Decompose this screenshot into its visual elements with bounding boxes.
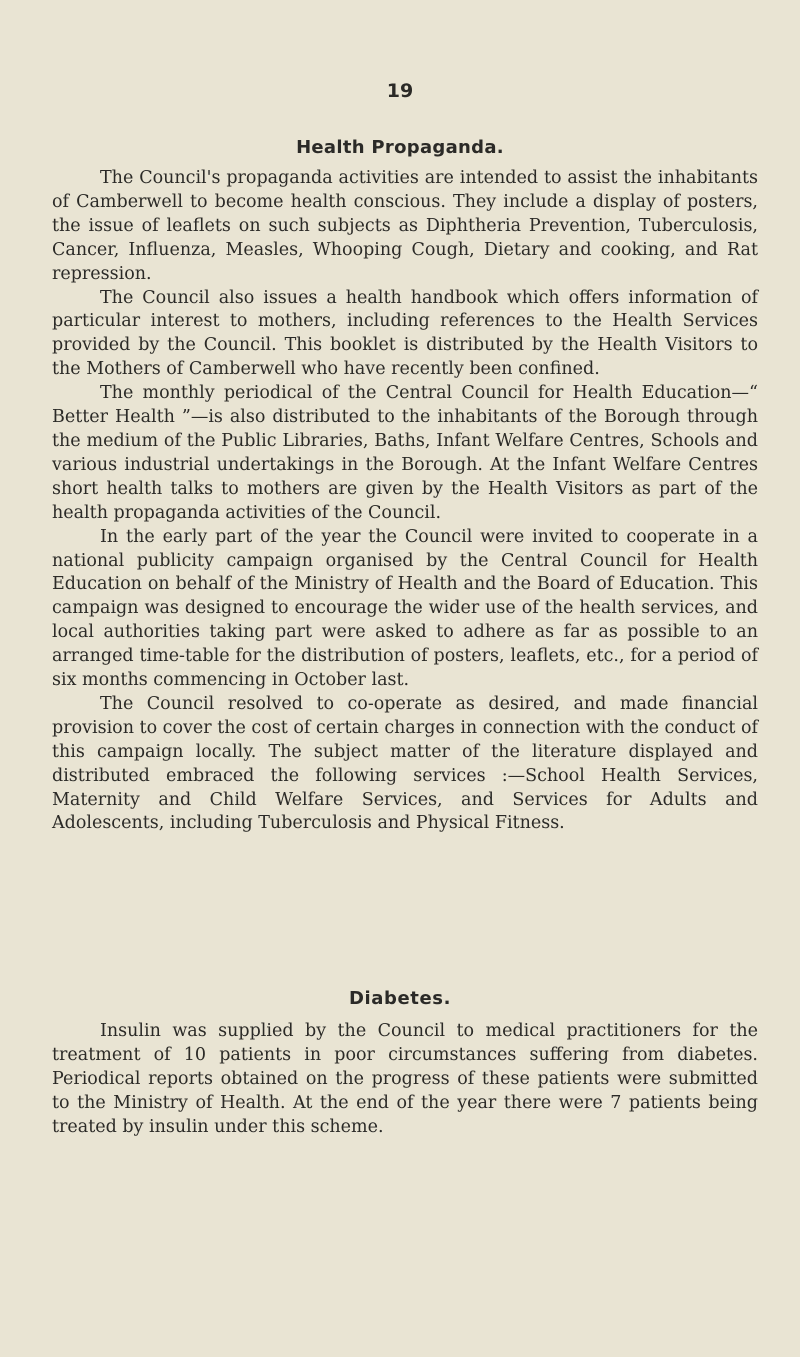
paragraph: The Council's propaganda activities are intended to assist the inhabitants of Camberwell to become health conscious. They include a display of posters, the issue of leaflets on such subjects as Diphtheria Prevention, Tuberculosis, Cancer, Influenza, Measles, Whooping Cough, Dietary and cooking, and Rat repression. — [52, 168, 758, 284]
paragraph: In the early part of the year the Council were invited to cooperate in a national publicity campaign organised by the Central Council for Health Education on behalf of the Ministry of Health and the Board of Education. This campaign was designed to encourage the wider use of the health services, and local authorities taking part were asked to adhere as far as possible to an arranged time-table for the distribution of posters, leaflets, etc., for a period of six months commencing in October last. — [52, 526, 758, 691]
paragraph: Insulin was supplied by the Council to medical practitioners for the treatment of 10 patients in poor circumstances suffering from diabetes. Periodical reports obtained on the progress of these patients were submitted to the Ministry of Health. At the end of the year there were 7 patients being treated by insulin under this scheme. — [52, 1021, 758, 1137]
section-heading-diabetes: Diabetes. — [348, 988, 452, 1009]
paragraph: The Council also issues a health handbook which offers information of particular interest to mothers, including references to the Health Services provided by the Council. This booklet is distributed by the Health Visitors to the Mothers of Camberwell who have recently been confined. — [52, 287, 758, 380]
page-number: 19 — [386, 80, 414, 102]
section-heading-health-propaganda: Health Propaganda. — [296, 137, 504, 158]
section-health-propaganda — [52, 167, 758, 836]
section-diabetes — [52, 1020, 758, 1140]
paragraph: The monthly periodical of the Central Council for Health Education—“ Better Health ”—is also distributed to the inhabitants of the Borough through the medium of the Public Libraries, Baths, Infant Welfare Centres, Schools and various industrial undertakings in the Borough. At the Infant Welfare Centres short health talks to mothers are given by the Health Visitors as part of the health propaganda activities of the Council. — [52, 383, 758, 523]
paragraph: The Council resolved to co-operate as desired, and made financial provision to cover the cost of certain charges in connection with the conduct of this campaign locally. The subject matter of the literature displayed and distributed embraced the following services :—School Health Services, Maternity and Child Welfare Services, and Services for Adults and Adolescents, including Tuberculosis and Physical Fitness. — [52, 693, 758, 834]
